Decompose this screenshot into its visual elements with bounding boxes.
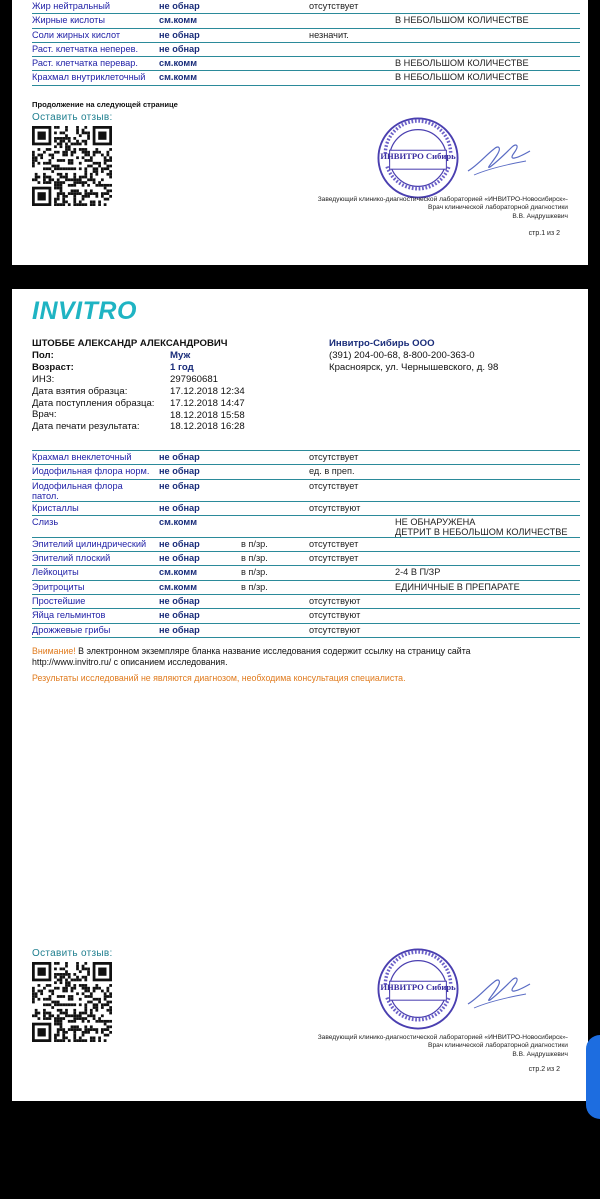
table-row <box>32 538 580 552</box>
test-result: не обнар <box>159 452 200 462</box>
taken-value: 17.12.2018 12:34 <box>170 385 245 397</box>
inz-value: 297960681 <box>170 373 219 385</box>
age-value: 1 год <box>170 361 194 373</box>
head-line: В.В. Андрушкевич <box>512 1050 568 1058</box>
signature <box>464 968 534 1012</box>
test-name: Жир нейтральный <box>32 1 110 11</box>
head-line: Заведующий клинико-диагностической лабораторией «ИНВИТРО-Новосибирск»- <box>317 1034 568 1041</box>
table-row <box>32 0 580 14</box>
test-text: отсутствуют <box>309 596 361 607</box>
test-text: отсутствует <box>309 1 359 11</box>
test-result: см.комм <box>159 72 198 83</box>
test-result: не обнар <box>159 502 200 513</box>
test-name[interactable]: Яйца гельминтов <box>32 610 106 621</box>
table-row <box>32 14 580 28</box>
sex-label: Пол: <box>32 349 54 361</box>
taken-label: Дата взятия образца: <box>32 385 128 397</box>
test-result: см.комм <box>159 516 198 527</box>
test-text: отсутствует <box>309 538 359 549</box>
table-row <box>32 43 580 57</box>
patient-name: ШТОББЕ АЛЕКСАНДР АЛЕКСАНДРОВИЧ <box>32 338 228 349</box>
table-row <box>32 480 580 502</box>
qr-code-icon[interactable] <box>32 126 112 206</box>
test-name[interactable]: Кристаллы <box>32 502 79 513</box>
test-result: не обнар <box>159 480 200 491</box>
sex-value: Муж <box>170 350 191 361</box>
test-name[interactable]: Дрожжевые грибы <box>32 624 111 635</box>
table-row <box>32 71 580 85</box>
test-name-line: патол. <box>32 490 59 501</box>
test-text: отсутствует <box>309 452 359 462</box>
report-page-2 <box>12 289 588 1101</box>
test-text: отсутствует <box>309 553 359 564</box>
floating-action-handle[interactable] <box>586 1035 600 1119</box>
test-name[interactable]: Простейшие <box>32 596 86 607</box>
test-result: не обнар <box>159 1 200 11</box>
test-name: Жирные кислоты <box>32 15 105 26</box>
table-row <box>32 29 580 43</box>
test-text: отсутствуют <box>309 502 361 513</box>
test-comment: 2-4 В П/ЗР <box>395 567 441 578</box>
table-row <box>32 581 580 595</box>
test-comment: В НЕБОЛЬШОМ КОЛИЧЕСТВЕ <box>395 15 529 26</box>
test-unit: в п/зр. <box>241 553 268 564</box>
test-text: ед. в преп. <box>309 466 355 477</box>
head-line: Врач клинической лабораторной диагностики <box>428 204 568 212</box>
doctor-value: 18.12.2018 15:58 <box>170 409 245 421</box>
test-name[interactable]: Крахмал внеклеточный <box>32 452 132 462</box>
test-comment <box>395 517 567 537</box>
test-name: Крахмал внутриклеточный <box>32 72 146 83</box>
test-comment: В НЕБОЛЬШОМ КОЛИЧЕСТВЕ <box>395 58 529 69</box>
continued-notice: Продолжение на следующей странице <box>32 100 178 109</box>
test-text: отсутствуют <box>309 624 361 635</box>
table-row <box>32 451 580 465</box>
test-unit: в п/зр. <box>241 581 268 592</box>
test-text: незначит. <box>309 29 349 40</box>
lab-name: Инвитро-Сибирь ООО <box>329 338 435 349</box>
test-name: Соли жирных кислот <box>32 29 121 40</box>
test-name[interactable]: Лейкоциты <box>32 567 79 578</box>
test-comment: ЕДИНИЧНЫЕ В ПРЕПАРАТЕ <box>395 581 520 592</box>
stamp-text: ИНВИТРО Сибирь <box>380 150 456 161</box>
test-result: см.комм <box>159 15 198 26</box>
test-name[interactable]: Эритроциты <box>32 581 85 592</box>
test-result: не обнар <box>159 466 200 477</box>
report-page-1 <box>12 0 588 265</box>
lab-address: Красноярск, ул. Чернышевского, д. 98 <box>329 362 499 373</box>
test-unit: в п/зр. <box>241 567 268 578</box>
age-label: Возраст: <box>32 361 74 373</box>
page-number: стр.1 из 2 <box>528 230 560 237</box>
test-result: не обнар <box>159 553 200 564</box>
disclaimer: Результаты исследований не являются диагнозом, необходима консультация специалиста. <box>32 673 406 683</box>
lab-stamp <box>375 946 461 1032</box>
attention-text: В электронном экземпляре бланка название исследования содержит ссылку на страницу сайта <box>75 646 471 656</box>
test-name: Раст. клетчатка перевар. <box>32 58 138 69</box>
test-result: не обнар <box>159 43 200 54</box>
feedback-link[interactable]: Оставить отзыв: <box>32 948 113 959</box>
test-name[interactable]: Эпителий плоский <box>32 553 111 564</box>
doctor-label: Врач: <box>32 409 57 421</box>
test-name[interactable]: Иодофильная флора норм. <box>32 466 150 477</box>
invitro-logo: INVITRO <box>32 297 137 325</box>
table-row <box>32 566 580 580</box>
table-row <box>32 502 580 516</box>
test-text: отсутствует <box>309 480 359 491</box>
printed-label: Дата печати результата: <box>32 421 140 433</box>
signature <box>464 135 534 179</box>
test-name[interactable]: Слизь <box>32 516 59 527</box>
test-comment-line: ДЕТРИТ В НЕБОЛЬШОМ КОЛИЧЕСТВЕ <box>395 526 568 537</box>
table-row <box>32 552 580 566</box>
head-line: Врач клинической лабораторной диагностики <box>428 1042 568 1050</box>
table-row <box>32 57 580 71</box>
head-line: Заведующий клинико-диагностической лабораторией «ИНВИТРО-Новосибирск»- <box>317 196 568 203</box>
test-comment: В НЕБОЛЬШОМ КОЛИЧЕСТВЕ <box>395 72 529 83</box>
test-unit: в п/зр. <box>241 538 268 549</box>
test-result: не обнар <box>159 596 200 607</box>
lab-info <box>329 338 498 374</box>
test-text: отсутствуют <box>309 610 361 621</box>
stamp-text: ИНВИТРО Сибирь <box>380 981 456 992</box>
test-comment-line: НЕ ОБНАРУЖЕНА <box>395 516 476 527</box>
table-row <box>32 465 580 479</box>
test-result: не обнар <box>159 624 200 635</box>
lab-phone: (391) 204-00-68, 8-800-200-363-0 <box>329 350 475 361</box>
test-name: Раст. клетчатка неперев. <box>32 43 139 54</box>
test-result: не обнар <box>159 538 200 549</box>
page-number: стр.2 из 2 <box>528 1066 560 1073</box>
test-result: не обнар <box>159 29 200 40</box>
table-row <box>32 516 580 538</box>
test-result: см.комм <box>159 581 198 592</box>
head-line: В.В. Андрушкевич <box>512 212 568 220</box>
test-name[interactable]: Эпителий цилиндрический <box>32 538 147 549</box>
results-table-page-1 <box>32 0 580 86</box>
test-name-line: Иодофильная флора <box>32 480 123 491</box>
lab-head-signature-block <box>318 196 568 221</box>
results-table-page-2 <box>32 450 580 638</box>
lab-head-signature-block <box>318 1034 568 1059</box>
qr-code-icon[interactable] <box>32 962 112 1042</box>
test-result: см.комм <box>159 58 198 69</box>
received-label: Дата поступления образца: <box>32 397 155 409</box>
lab-stamp <box>375 115 461 201</box>
inz-label: ИНЗ: <box>32 373 55 385</box>
patient-values <box>170 350 245 433</box>
attention-word: Внимание! <box>32 646 76 656</box>
test-result: см.комм <box>159 567 198 578</box>
printed-value: 18.12.2018 16:28 <box>170 421 245 433</box>
test-result: не обнар <box>159 610 200 621</box>
table-row <box>32 624 580 638</box>
table-row <box>32 595 580 609</box>
invitro-site-link[interactable]: http://www.invitro.ru/ с описанием исследования. <box>32 657 228 667</box>
feedback-link[interactable]: Оставить отзыв: <box>32 112 113 123</box>
test-name[interactable] <box>32 481 123 501</box>
received-value: 17.12.2018 14:47 <box>170 397 245 409</box>
table-row <box>32 609 580 623</box>
attention-note <box>32 646 572 668</box>
